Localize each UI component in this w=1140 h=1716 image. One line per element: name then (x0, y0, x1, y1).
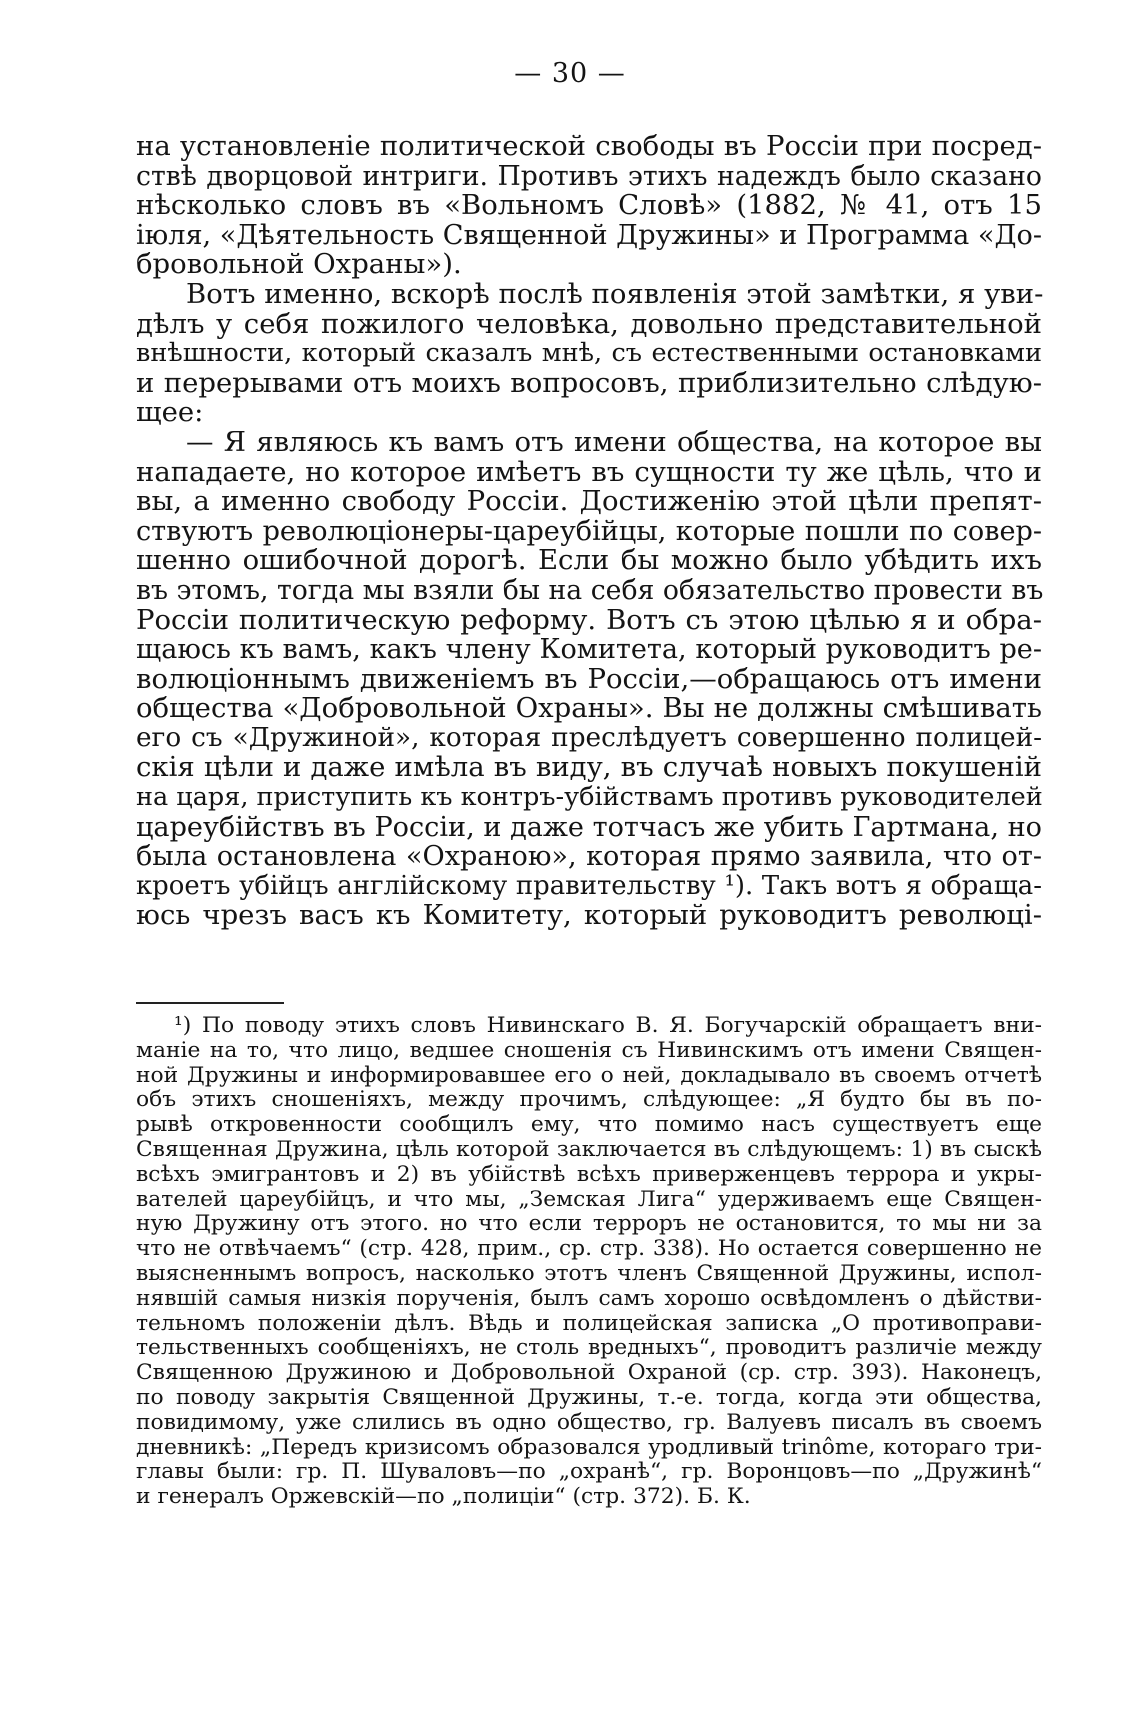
footnote-line: ной Дружины и информировавшее его о ней, докладывало въ своемъ отчетѣ (136, 1062, 1042, 1088)
body-line: щее: (136, 396, 204, 429)
footnote-line: маніе на то, что лицо, ведшее сношенія съ Нивинскимъ отъ имени Священ- (136, 1037, 1042, 1063)
footnote-line: повидимому, уже слились въ одно общество, гр. Валуевъ писалъ въ своемъ (136, 1409, 1042, 1435)
body-line: бровольной Охраны»). (136, 248, 462, 281)
footnote-line: выясненнымъ вопросъ, насколько этотъ членъ Священной Дружины, испол- (136, 1260, 1042, 1286)
body-line: внѣшности, который сказалъ мнѣ, съ естественными остановками (136, 338, 1042, 369)
main-text (136, 132, 1042, 931)
body-line: кроетъ убійцъ англійскому правительству ¹). Такъ вотъ я обраща- (136, 870, 1042, 901)
body-line: его съ «Дружиной», которая преслѣдуетъ совершенно полицей- (136, 722, 1042, 753)
body-line: нѣсколько словъ въ «Вольномъ Словѣ» (1882, № 41, отъ 15 (136, 189, 1042, 222)
body-line: волюціоннымъ движеніемъ въ Россіи,—обращаюсь отъ имени (136, 662, 1042, 695)
body-line: цареубійствъ въ Россіи, и даже тотчасъ же убить Гартмана, но (136, 811, 1042, 843)
footnote (136, 1014, 1042, 1510)
body-line: на царя, приступить къ контръ-убійствамъ противъ руководителей (136, 782, 1043, 813)
body-line: — Я являюсь къ вамъ отъ имени общества, на которое вы (186, 425, 1042, 458)
body-line: юсь чрезъ васъ къ Комитету, который руководитъ революці- (136, 899, 1042, 932)
footnote-line: по поводу закрытія Священной Дружины, т.-е. тогда, когда эти общества, (136, 1384, 1042, 1410)
body-line: Россіи политическую реформу. Вотъ съ этою цѣлью я и обра- (136, 603, 1042, 636)
footnote-divider (136, 1002, 284, 1004)
body-line: скія цѣли и даже имѣла въ виду, въ случаѣ новыхъ покушеній (136, 751, 1042, 784)
body-line: на установленіе политической свободы въ Россіи при посред- (136, 130, 1042, 162)
body-line: вы, а именно свободу Россіи. Достиженію этой цѣли препят- (136, 485, 1042, 518)
footnote-line: что не отвѣчаемъ“ (стр. 428, прим., ср. стр. 338). Но остается совершенно не (136, 1236, 1042, 1262)
footnote-line: объ этихъ сношеніяхъ, между прочимъ, слѣдующее: „Я будто бы въ по- (136, 1087, 1042, 1113)
body-line: ствѣ дворцовой интриги. Противъ этихъ надеждъ было сказано (136, 160, 1042, 192)
page-number: — 30 — (514, 58, 626, 89)
footnote-line: нявшій самыя низкія порученія, былъ самъ хорошо освѣдомленъ о дѣйстви- (136, 1285, 1042, 1311)
footnote-line: тельственныхъ сообщеніяхъ, не столь вредныхъ“, проводитъ различіе между (136, 1335, 1042, 1361)
footnote-line: дневникѣ: „Передъ кризисомъ образовался уродливый trinôme, котораго три- (136, 1434, 1042, 1460)
footnote-line: Священною Дружиною и Добровольной Охраной (ср. стр. 393). Наконецъ, (136, 1360, 1042, 1386)
footnote-line: вателей цареубійцъ, и что мы, „Земская Лига“ удерживаемъ еще Священ- (136, 1186, 1042, 1212)
body-line: въ этомъ, тогда мы взяли бы на себя обязательство провести въ (136, 574, 1044, 606)
body-line: ствуютъ революціонеры-цареубійцы, которые пошли по совер- (136, 515, 1042, 547)
body-line: была остановлена «Охраною», которая прямо заявила, что от- (136, 841, 1042, 873)
body-line: дѣлъ у себя пожилого человѣка, довольно представительной (136, 307, 1042, 340)
body-line: нападаете, но которое имѣетъ въ сущности ту же цѣль, что и (136, 455, 1042, 488)
body-line: щаюсь къ вамъ, какъ члену Комитета, который руководитъ ре- (136, 634, 1042, 666)
footnote-line: ¹) По поводу этихъ словъ Нивинскаго В. Я. Богучарскій обращаетъ вни- (174, 1013, 1042, 1038)
body-line: іюля, «Дѣятельность Священной Дружины» и Программа «До- (136, 219, 1042, 251)
footnote-line: и генералъ Оржевскій—по „полиціи“ (стр. 372). Б. К. (136, 1484, 751, 1510)
footnote-line: Священная Дружина, цѣль которой заключается въ слѣдующемъ: 1) въ сыскѣ (136, 1136, 1042, 1162)
footnote-line: рывѣ откровенности сообщилъ ему, что помимо насъ существуетъ еще (136, 1112, 1042, 1138)
footnote-line: главы были: гр. П. Шуваловъ—по „охранѣ“, гр. Воронцовъ—по „Дружинѣ“ (136, 1459, 1042, 1485)
body-line: и перерывами отъ моихъ вопросовъ, приблизительно слѣдую- (136, 366, 1042, 399)
footnote-line: ную Дружину отъ этого. но что если терроръ не остановится, то мы ни за (136, 1211, 1042, 1237)
body-line: шенно ошибочной дорогѣ. Если бы можно было убѣдить ихъ (136, 544, 1042, 577)
footnote-line: всѣхъ эмигрантовъ и 2) въ убійствѣ всѣхъ приверженцевъ террора и укры- (136, 1161, 1042, 1187)
footnote-line: тельномъ положеніи дѣлъ. Вѣдь и полицейская записка „О противоправи- (136, 1310, 1042, 1336)
body-line: Вотъ именно, вскорѣ послѣ появленія этой замѣтки, я уви- (186, 277, 1044, 310)
body-line: общества «Добровольной Охраны». Вы не должны смѣшивать (136, 692, 1042, 725)
